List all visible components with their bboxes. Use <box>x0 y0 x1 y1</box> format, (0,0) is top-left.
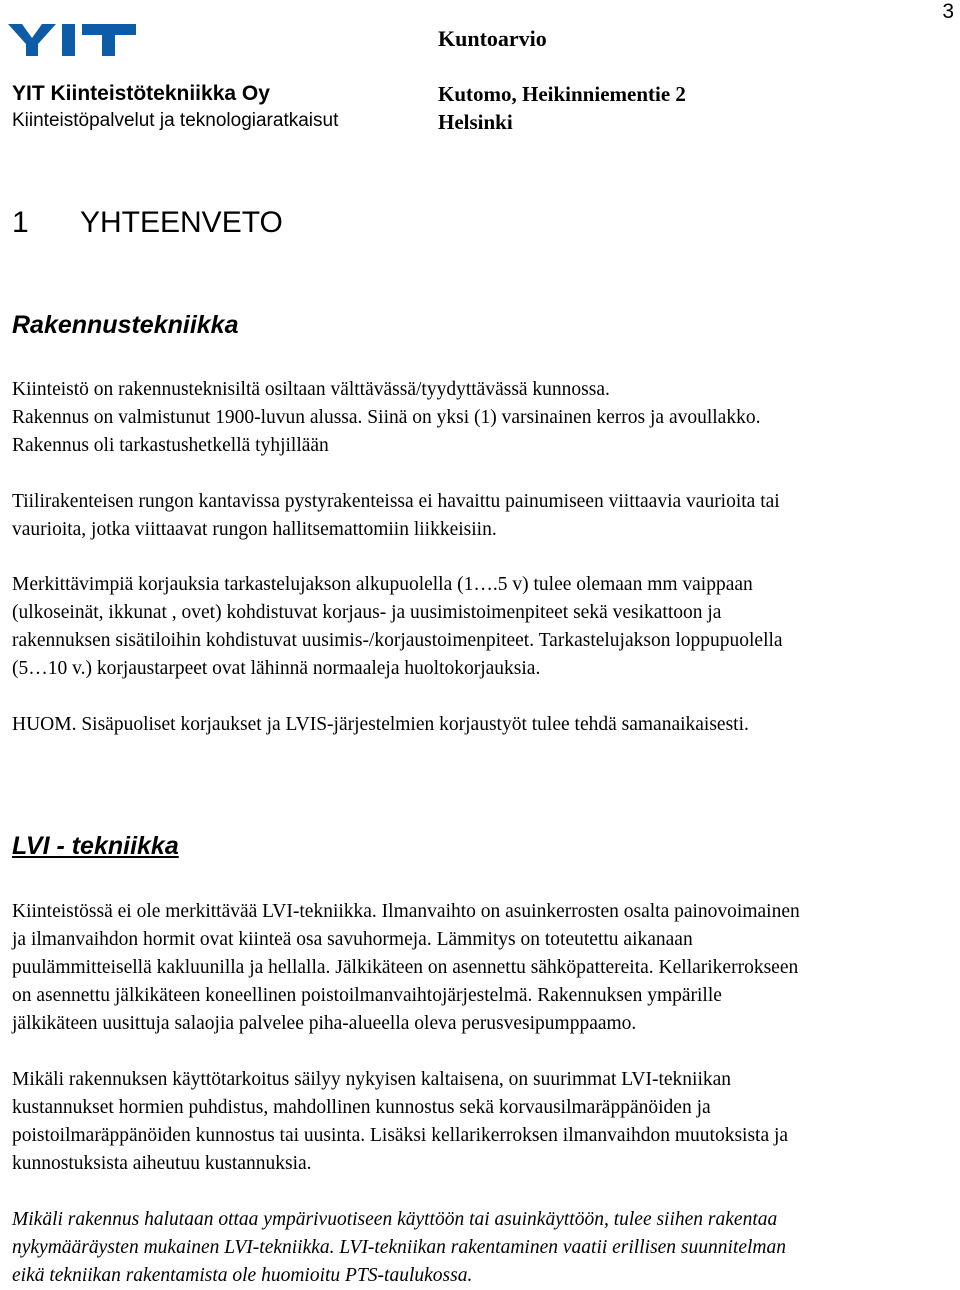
text-line: Kiinteistö on rakennusteknisiltä osiltaan välttävässä/tyydyttävässä kunnossa. <box>12 379 610 400</box>
text-line: Rakennus oli tarkastushetkellä tyhjillään <box>12 435 329 456</box>
text-line: Mikäli rakennuksen käyttötarkoitus säilyy nykyisen kaltaisena, on suurimmat LVI-tekniikan <box>12 1069 732 1090</box>
address-line-1: Kutomo, Heikinniementie 2 <box>438 82 686 106</box>
yit-logo-graphic <box>8 22 136 58</box>
rakennustekniikka-heading: Rakennustekniikka <box>12 311 239 339</box>
lvi-paragraph-1 <box>12 898 957 1038</box>
lvi-heading: LVI - tekniikka <box>12 832 179 860</box>
page-number: 3 <box>942 0 954 23</box>
text-line: (ulkoseinät, ikkunat , ovet) kohdistuvat korjaus- ja uusimistoimenpiteet sekä vesikattoon ja <box>12 602 722 623</box>
yit-logo <box>8 22 136 58</box>
text-line: vaurioita, jotka viittaavat rungon hallitsemattomiin liikkeisiin. <box>12 519 497 540</box>
company-subtitle: Kiinteistöpalvelut ja teknologiaratkaisut <box>12 110 339 131</box>
rakennustekniikka-paragraph-1 <box>12 376 957 460</box>
text-line: Rakennus on valmistunut 1900-luvun alussa. Siinä on yksi (1) varsinainen kerros ja avoullakko. <box>12 407 761 428</box>
text-line: nykymääräysten mukainen LVI-tekniikka. LVI-tekniikan rakentaminen vaatii erillisen suunnitelman <box>12 1237 787 1258</box>
text-line: HUOM. Sisäpuoliset korjaukset ja LVIS-järjestelmien korjaustyöt tulee tehdä samanaikaisesti. <box>12 714 749 735</box>
text-line: kunnostuksista aiheutuu kustannuksia. <box>12 1153 312 1174</box>
section-title: YHTEENVETO <box>80 206 283 239</box>
rakennustekniikka-paragraph-2 <box>12 488 957 544</box>
section-number: 1 <box>12 206 29 239</box>
document-type: Kuntoarvio <box>438 26 547 51</box>
text-line: Mikäli rakennus halutaan ottaa ympärivuotiseen käyttöön tai asuinkäyttöön, tulee siihen rakentaa <box>12 1209 778 1230</box>
text-line: Kiinteistössä ei ole merkittävää LVI-tekniikka. Ilmanvaihto on asuinkerrosten osalta painovoimainen <box>12 901 800 922</box>
section-heading <box>12 206 283 240</box>
lvi-paragraph-3 <box>12 1206 957 1290</box>
text-line: puulämmitteisellä kakluunilla ja hellalla. Jälkikäteen on asennettu sähköpattereita. Kellarikerrokseen <box>12 957 799 978</box>
text-line: kustannukset hormien puhdistus, mahdollinen kunnostus sekä korvausilmaräppänöiden ja <box>12 1097 711 1118</box>
text-line: poistoilmaräppänöiden kunnostus tai uusinta. Lisäksi kellarikerroksen ilmanvaihdon muutoksista ja <box>12 1125 789 1146</box>
text-line: ja ilmanvaihdon hormit ovat kiinteä osa savuhormeja. Lämmitys on toteutettu aikanaan <box>12 929 693 950</box>
company-name: YIT Kiinteistötekniikka Oy <box>12 82 270 105</box>
text-line: Tiilirakenteisen rungon kantavissa pystyrakenteissa ei havaittu painumiseen viittaavia vaurioita tai <box>12 491 780 512</box>
text-line: Merkittävimpiä korjauksia tarkastelujakson alkupuolella (1….5 v) tulee olemaan mm vaippaan <box>12 574 753 595</box>
address-line-2: Helsinki <box>438 110 513 134</box>
text-line: on asennettu jälkikäteen koneellinen poistoilmanvaihtojärjestelmä. Rakennuksen ympärille <box>12 985 722 1006</box>
text-line: (5…10 v.) korjaustarpeet ovat lähinnä normaaleja huoltokorjauksia. <box>12 658 541 679</box>
text-line: eikä tekniikan rakentamista ole huomioitu PTS-taulukossa. <box>12 1265 473 1286</box>
rakennustekniikka-paragraph-4 <box>12 711 957 739</box>
text-line: jälkikäteen uusittuja salaojia palvelee piha-alueella oleva perusvesipumppaamo. <box>12 1013 637 1034</box>
rakennustekniikka-paragraph-3 <box>12 571 957 683</box>
lvi-paragraph-2 <box>12 1066 957 1178</box>
text-line: rakennuksen sisätiloihin kohdistuvat uusimis-/korjaustoimenpiteet. Tarkastelujakson loppupuolella <box>12 630 783 651</box>
